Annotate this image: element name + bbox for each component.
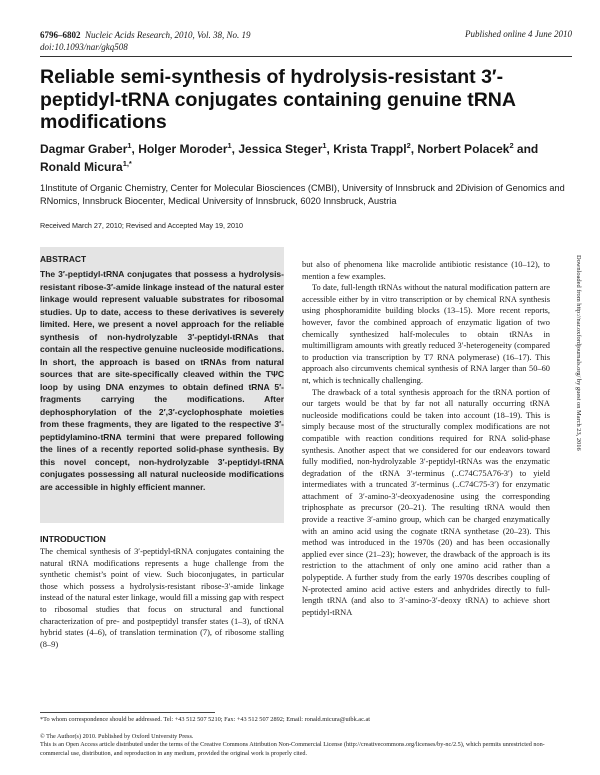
download-watermark: Downloaded from http://nar.oxfordjournals.org/ by guest on March 23, 2016: [575, 255, 582, 451]
copyright-line: © The Author(s) 2010. Published by Oxford University Press.: [40, 733, 194, 740]
paragraph: but also of phenomena like macrolide antibiotic resistance (10–12), to mention a few examples.: [302, 260, 550, 281]
license-text: This is an Open Access article distributed under the terms of the Creative Commons Attribution Non-Commercial License (http://creativecommons.org/licenses/by-nc/2.5), which permits unrestricted non-commercial use, distribution, and reproduction in any medium, provided the original work is properly cited.: [40, 741, 545, 757]
affiliation: 1Institute of Organic Chemistry, Center for Molecular Biosciences (CMBI), University of Innsbruck and 2Division of Genomics and RNomics, Innsbruck Biocenter, Medical University of Innsbruck, 6020 Innsbruck, Austria: [40, 183, 565, 206]
author: Ronald Micura$^{1,*}$: [40, 159, 132, 174]
paragraph: The drawback of a total synthesis approach for the tRNA portion of our targets would be that by far not all naturally occurring tRNA nucleoside modifications could be taken into account (18–19). This is simply because most of the structurally complex modifications are not compatible with reaction conditions required for RNA solid-phase synthesis. Another aspect that we considered for our endeavors toward fully modified, non-hydrolyzable 3′-peptidyl-tRNAs was the enzymatic degradation of the tRNA 3′-terminus (..C74C75A76-3′) to yield intermediates with a truncated 3′-terminus (..C74C75-3′) for enzymatic attachment of 3′-amino-3′-deoxyadenosine using the corresponding triphosphate as precursor (20–21). The resulting tRNA would then provide a reactive 3′-amino group, which can be charged enzymatically with an amino acid using the cognate tRNA synthetase (20–23). This method was introduced in the 1970s (20) and has been occasionally applied ever since (21–23); however, the drawback of the approach is its restriction to the attachment of only one amino acid rather than a polypeptide. A further study from the early 1970s describes coupling of N-protected amino acid active esters and anhydrides directly to full-length tRNA (and also to 3′-amino-3′-deoxy tRNA) to achieve short peptidyl-tRNA: [302, 387, 550, 617]
received-dates: Received March 27, 2010; Revised and Accepted May 19, 2010: [40, 221, 243, 230]
footnote-divider: [40, 712, 215, 713]
introduction-heading: INTRODUCTION: [40, 534, 106, 544]
author: Jessica Steger$^1$: [238, 141, 327, 156]
author: Norbert Polacek$^2$: [417, 141, 514, 156]
journal-citation: Nucleic Acids Research, 2010, Vol. 38, No. 19: [85, 30, 251, 40]
published-date: Published online 4 June 2010: [465, 29, 572, 39]
copyright-notice: [40, 733, 560, 758]
author: Holger Moroder$^1$: [138, 141, 232, 156]
header-divider: [40, 56, 572, 57]
correspondence-footnote: *To whom correspondence should be addressed. Tel: +43 512 507 5210; Fax: +43 512 507 2892; Email: ronald.micura@uibk.ac.at: [40, 716, 371, 723]
author-list: Dagmar Graber$^1$, Holger Moroder$^1$, Jessica Steger$^1$, Krista Trappl$^2$, Norbert Polacek$^2$ and Ronald Micura$^{1,*}$: [40, 141, 539, 174]
doi: doi:10.1093/nar/gkq508: [40, 42, 128, 52]
running-header: [40, 29, 250, 53]
abstract-heading: ABSTRACT: [40, 254, 87, 264]
abstract-text: The 3′-peptidyl-tRNA conjugates that possess a hydrolysis-resistant ribose-3′-amide linkage instead of the natural ester linkage would represent valuable substrates for ribosomal studies. Up to date, access to these derivatives is severely limited. Here, we present a novel approach for the reliable synthesis of non-hydrolyzable 3′-peptidyl-tRNAs that contain all the respective genuine nucleoside modifications. In short, the approach is based on tRNAs from natural sources that are site-specifically cleaved within the TΨC loop by using DNA enzymes to obtain defined tRNA 5′-fragments carrying the modifications. After dephosphorylation of the 2′,3′-cyclophosphate moieties from these fragments, they are ligated to the respective 3′-peptidylamino-tRNA termini that were prepared following the lines of a recently reported solid-phase synthesis. By this novel concept, non-hydrolyzable 3′-peptidyl-tRNA conjugates possessing all natural nucleoside modifications are accessible in highly efficient manner.: [40, 269, 284, 492]
right-column: [302, 259, 550, 618]
page-range: 6796–6802: [40, 30, 81, 40]
introduction-text: The chemical synthesis of 3′-peptidyl-tRNA conjugates containing the natural tRNA modifications represents a huge challenge from the synthetic chemist’s point of view. Such bioconjugates, in particular those which possess a hydrolysis-resistant ribose-3′-amide linkage instead of the natural ester linkage, would fill a missing gap with respect to ribosomal studies that focus on structural and functional characterization of pre- and postpeptidyl transfer states (1–3), of tRNA hybrid states (4–6), of translation termination (7), of ribosome stalling (8–9): [40, 547, 284, 649]
author: Dagmar Graber$^1$: [40, 141, 132, 156]
paragraph: To date, full-length tRNAs without the natural modification pattern are accessible either by in vitro transcription or by chemical RNA synthesis using phosphoramidite building blocks (13–15). More recent reports, however, favor the combined approach of enzymatic ligation of two chemically synthesized half-molecules to obtain tRNAs in multimilligram amounts with greatly reduced 3′-heterogeneity (compared to production via transcription by T7 RNA polymerase) (16–17). This approach also circumvents chemical synthesis of RNA larger than 50–60 nt, which is technically challenging.: [302, 283, 550, 385]
author: Krista Trappl$^2$: [333, 141, 411, 156]
article-title: Reliable semi-synthesis of hydrolysis-resistant 3′-peptidyl-tRNA conjugates containing genuine tRNA modifications: [40, 66, 516, 133]
